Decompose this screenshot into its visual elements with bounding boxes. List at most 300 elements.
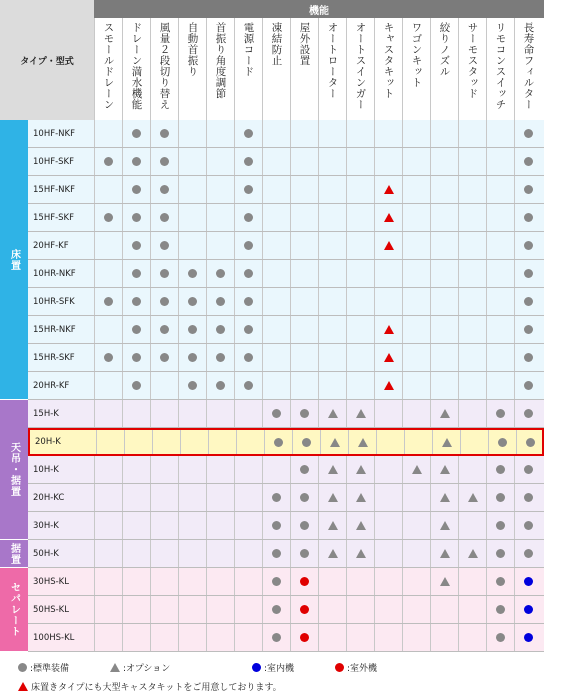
feature-cell (374, 260, 402, 287)
feature-cell (290, 372, 318, 399)
feature-cell (458, 596, 486, 623)
gray-triangle-icon (412, 465, 422, 474)
feature-cell (234, 512, 262, 539)
feature-cell (402, 204, 430, 231)
feature-cell (290, 484, 318, 511)
table-row (28, 288, 544, 316)
feature-cell (320, 430, 348, 454)
feature-cell (290, 260, 318, 287)
type-group-label: セパレート (8, 582, 20, 637)
column-header-label: キャスタキット (382, 22, 395, 99)
feature-cell (486, 512, 514, 539)
gray-dot-icon (244, 129, 253, 138)
feature-cell (486, 540, 514, 567)
feature-cell (430, 288, 458, 315)
gray-triangle-icon (356, 409, 366, 418)
feature-cell (374, 232, 402, 259)
gray-dot-icon (496, 409, 505, 418)
feature-cell (178, 288, 206, 315)
feature-cell (458, 204, 486, 231)
feature-cell (374, 176, 402, 203)
feature-cell (234, 176, 262, 203)
feature-cell (122, 512, 150, 539)
feature-cell (290, 148, 318, 175)
gray-dot-icon (524, 549, 533, 558)
feature-cell (346, 316, 374, 343)
table-row (28, 540, 544, 568)
feature-cell (430, 624, 458, 651)
feature-cell (514, 400, 542, 427)
gray-triangle-icon (468, 493, 478, 502)
feature-cell (486, 344, 514, 371)
column-header-label: 自動首振り (186, 22, 199, 77)
feature-cell (122, 484, 150, 511)
feature-cell (264, 430, 292, 454)
feature-cell (318, 120, 346, 147)
table-row (28, 316, 544, 344)
gray-dot-icon (274, 438, 283, 447)
gray-triangle-icon (330, 438, 340, 447)
feature-cell (374, 484, 402, 511)
feature-cell (514, 484, 542, 511)
feature-cell (430, 176, 458, 203)
feature-cell (234, 372, 262, 399)
gray-dot-icon (496, 493, 505, 502)
feature-cell (318, 232, 346, 259)
feature-cell (178, 372, 206, 399)
feature-cell (234, 148, 262, 175)
feature-cell (150, 344, 178, 371)
table-row (28, 512, 544, 540)
feature-cell (348, 430, 376, 454)
gray-dot-icon (524, 157, 533, 166)
gray-dot-icon (524, 213, 533, 222)
feature-cell (262, 148, 290, 175)
column-header-label: 長寿命フィルター (522, 22, 535, 110)
feature-cell (486, 316, 514, 343)
gray-dot-icon (498, 438, 507, 447)
table-row (28, 624, 544, 652)
feature-cell (262, 484, 290, 511)
feature-cell (206, 484, 234, 511)
feature-cell (486, 484, 514, 511)
gray-dot-icon (524, 269, 533, 278)
model-name: 30HS-KL (33, 576, 69, 587)
type-group-band (0, 540, 28, 568)
feature-cell (514, 540, 542, 567)
feature-cell (150, 176, 178, 203)
feature-cell (318, 568, 346, 595)
feature-cell (514, 596, 542, 623)
gray-dot-icon (272, 605, 281, 614)
feature-cell (514, 316, 542, 343)
feature-cell (94, 120, 122, 147)
gray-dot-icon (244, 241, 253, 250)
feature-cell (376, 430, 404, 454)
gray-dot-icon (244, 381, 253, 390)
feature-cell (94, 344, 122, 371)
feature-cell (318, 204, 346, 231)
feature-cell (430, 120, 458, 147)
legend-option-label: :オプション (123, 664, 171, 674)
feature-cell (178, 624, 206, 651)
gray-triangle-icon (328, 549, 338, 558)
feature-cell (234, 288, 262, 315)
gray-dot-icon (496, 605, 505, 614)
model-name: 15HR-SKF (33, 352, 75, 363)
feature-cell (486, 148, 514, 175)
column-header (318, 18, 346, 120)
feature-cell (94, 512, 122, 539)
gray-dot-icon (272, 577, 281, 586)
feature-cell (96, 430, 124, 454)
legend-indoor-label: :室内機 (264, 664, 295, 674)
feature-cell (206, 148, 234, 175)
feature-cell (122, 344, 150, 371)
blue-dot-icon (252, 663, 261, 672)
feature-cell (290, 176, 318, 203)
feature-cell (178, 120, 206, 147)
feature-cell (318, 344, 346, 371)
feature-cell (94, 232, 122, 259)
gray-triangle-icon (440, 465, 450, 474)
feature-cell (178, 344, 206, 371)
feature-cell (94, 372, 122, 399)
table-row (28, 400, 544, 428)
gray-dot-icon (244, 185, 253, 194)
model-name: 10H-K (33, 464, 59, 475)
feature-cell (318, 484, 346, 511)
column-header (234, 18, 262, 120)
feature-cell (122, 316, 150, 343)
gray-dot-icon (160, 129, 169, 138)
feature-cell (402, 624, 430, 651)
gray-dot-icon (188, 325, 197, 334)
table-row (28, 148, 544, 176)
feature-cell (122, 596, 150, 623)
feature-cell (514, 372, 542, 399)
feature-cell (122, 456, 150, 483)
feature-cell (290, 400, 318, 427)
feature-cell (318, 372, 346, 399)
column-header (402, 18, 430, 120)
feature-cell (402, 288, 430, 315)
feature-cell (234, 204, 262, 231)
feature-cell (234, 484, 262, 511)
feature-cell (206, 372, 234, 399)
feature-cell (346, 568, 374, 595)
feature-cell (374, 372, 402, 399)
feature-cell (458, 400, 486, 427)
gray-dot-icon (132, 269, 141, 278)
feature-cell (262, 204, 290, 231)
column-header (514, 18, 542, 120)
feature-cell (318, 260, 346, 287)
feature-cell (234, 400, 262, 427)
feature-cell (402, 512, 430, 539)
feature-cell (374, 512, 402, 539)
gray-dot-icon (496, 577, 505, 586)
blue-dot-icon (524, 605, 533, 614)
feature-cell (458, 120, 486, 147)
feature-cell (234, 120, 262, 147)
feature-cell (178, 176, 206, 203)
column-header (262, 18, 290, 120)
type-group-band (0, 568, 28, 652)
feature-cell (178, 568, 206, 595)
feature-cell (346, 624, 374, 651)
feature-cell (374, 568, 402, 595)
gray-dot-icon (244, 297, 253, 306)
column-header (290, 18, 318, 120)
feature-cell (206, 288, 234, 315)
feature-cell (430, 456, 458, 483)
feature-cell (292, 430, 320, 454)
type-model-label: タイプ・型式 (20, 56, 74, 67)
gray-triangle-icon (110, 663, 120, 672)
feature-cell (206, 540, 234, 567)
column-header (374, 18, 402, 120)
gray-dot-icon (160, 297, 169, 306)
gray-dot-icon (216, 297, 225, 306)
feature-cell (486, 456, 514, 483)
gray-dot-icon (132, 213, 141, 222)
feature-cell (346, 456, 374, 483)
feature-cell (94, 568, 122, 595)
feature-cell (290, 568, 318, 595)
feature-cell (94, 456, 122, 483)
feature-cell (206, 568, 234, 595)
gray-dot-icon (496, 465, 505, 474)
table-row (28, 260, 544, 288)
gray-dot-icon (132, 185, 141, 194)
feature-cell (206, 316, 234, 343)
gray-dot-icon (188, 353, 197, 362)
feature-cell (430, 372, 458, 399)
column-header (430, 18, 458, 120)
gray-dot-icon (300, 521, 309, 530)
red-triangle-icon (384, 241, 394, 250)
gray-triangle-icon (468, 549, 478, 558)
feature-cell (486, 568, 514, 595)
feature-cell (514, 148, 542, 175)
column-header-label: 電源コード (242, 22, 255, 77)
feature-cell (178, 260, 206, 287)
feature-cell (488, 430, 516, 454)
feature-cell (458, 260, 486, 287)
feature-cell (122, 540, 150, 567)
feature-cell (374, 344, 402, 371)
feature-cell (346, 596, 374, 623)
blue-dot-icon (524, 633, 533, 642)
column-header (178, 18, 206, 120)
feature-cell (122, 624, 150, 651)
column-header-label: オートローター (326, 22, 339, 99)
feature-cell (178, 512, 206, 539)
feature-cell (290, 120, 318, 147)
gray-dot-icon (160, 157, 169, 166)
feature-cell (122, 372, 150, 399)
feature-cell (514, 456, 542, 483)
gray-dot-icon (132, 157, 141, 166)
feature-cell (346, 176, 374, 203)
type-group-label: 天吊・据置 (8, 442, 20, 497)
gray-dot-icon (216, 325, 225, 334)
feature-cell (514, 568, 542, 595)
feature-cell (430, 540, 458, 567)
feature-cell (374, 596, 402, 623)
feature-cell (234, 540, 262, 567)
model-name: 10HR-SFK (33, 296, 75, 307)
feature-cell (150, 148, 178, 175)
gray-triangle-icon (328, 493, 338, 502)
column-header-label: 屋外設置 (298, 22, 311, 66)
feature-cell (458, 568, 486, 595)
feature-cell (122, 288, 150, 315)
feature-cell (178, 316, 206, 343)
gray-dot-icon (104, 353, 113, 362)
feature-cell (514, 260, 542, 287)
feature-cell (234, 344, 262, 371)
feature-cell (94, 260, 122, 287)
gray-dot-icon (524, 465, 533, 474)
gray-triangle-icon (358, 438, 368, 447)
feature-cell (346, 512, 374, 539)
column-header (206, 18, 234, 120)
feature-cell (458, 484, 486, 511)
feature-cell (486, 372, 514, 399)
feature-cell (290, 288, 318, 315)
feature-cell (374, 288, 402, 315)
feature-cell (514, 176, 542, 203)
feature-cell (458, 148, 486, 175)
model-name: 10HF-SKF (33, 156, 75, 167)
feature-cell (206, 120, 234, 147)
feature-cell (458, 176, 486, 203)
feature-cell (206, 624, 234, 651)
feature-cell (178, 148, 206, 175)
feature-cell (150, 484, 178, 511)
feature-cell (402, 456, 430, 483)
feature-cell (346, 288, 374, 315)
feature-cell (374, 316, 402, 343)
feature-cell (430, 260, 458, 287)
feature-cell (402, 232, 430, 259)
feature-cell (150, 540, 178, 567)
feature-cell (486, 232, 514, 259)
feature-cell (262, 260, 290, 287)
legend-indoor (252, 661, 294, 674)
gray-dot-icon (244, 157, 253, 166)
gray-dot-icon (18, 663, 27, 672)
feature-cell (206, 456, 234, 483)
model-name: 15HF-SKF (33, 212, 75, 223)
gray-dot-icon (160, 185, 169, 194)
type-model-header (0, 0, 94, 120)
feature-cell (122, 232, 150, 259)
table-row (28, 456, 544, 484)
feature-cell (486, 120, 514, 147)
feature-cell (150, 512, 178, 539)
gray-dot-icon (244, 269, 253, 278)
gray-dot-icon (216, 353, 225, 362)
feature-cell (486, 288, 514, 315)
feature-cell (318, 596, 346, 623)
gray-dot-icon (300, 549, 309, 558)
column-header-label: リモコンスイッチ (494, 22, 507, 110)
gray-dot-icon (524, 381, 533, 390)
feature-cell (234, 260, 262, 287)
table-row (28, 176, 544, 204)
feature-cell (516, 430, 544, 454)
feature-cell (430, 596, 458, 623)
feature-cell (262, 624, 290, 651)
feature-group-header (94, 0, 544, 18)
gray-dot-icon (132, 381, 141, 390)
gray-dot-icon (132, 297, 141, 306)
feature-cell (206, 232, 234, 259)
blue-dot-icon (524, 577, 533, 586)
feature-cell (290, 316, 318, 343)
feature-cell (94, 288, 122, 315)
feature-cell (122, 148, 150, 175)
column-header-label: ドレーン満水機能 (130, 22, 143, 110)
column-header-label: サーモスタッド (466, 22, 479, 99)
table-row (28, 484, 544, 512)
red-triangle-icon (384, 325, 394, 334)
gray-dot-icon (272, 633, 281, 642)
feature-cell (234, 624, 262, 651)
feature-cell (346, 400, 374, 427)
feature-cell (458, 344, 486, 371)
feature-cell (262, 288, 290, 315)
feature-cell (178, 540, 206, 567)
gray-dot-icon (524, 521, 533, 530)
feature-cell (460, 430, 488, 454)
column-header (94, 18, 122, 120)
column-header (458, 18, 486, 120)
feature-cell (318, 400, 346, 427)
gray-dot-icon (272, 521, 281, 530)
gray-dot-icon (300, 409, 309, 418)
feature-cell (374, 456, 402, 483)
feature-cell (514, 204, 542, 231)
feature-cell (430, 204, 458, 231)
feature-cell (290, 456, 318, 483)
feature-cell (262, 568, 290, 595)
feature-cell (402, 316, 430, 343)
feature-cell (318, 176, 346, 203)
gray-triangle-icon (440, 409, 450, 418)
feature-cell (234, 568, 262, 595)
gray-dot-icon (524, 493, 533, 502)
gray-dot-icon (244, 353, 253, 362)
feature-cell (262, 344, 290, 371)
gray-dot-icon (188, 381, 197, 390)
feature-cell (234, 232, 262, 259)
gray-dot-icon (272, 409, 281, 418)
column-header (122, 18, 150, 120)
feature-cell (514, 232, 542, 259)
column-header (150, 18, 178, 120)
feature-cell (346, 120, 374, 147)
feature-cell (430, 232, 458, 259)
feature-cell (150, 596, 178, 623)
model-name: 50HS-KL (33, 604, 69, 615)
feature-cell (94, 176, 122, 203)
feature-cell (234, 596, 262, 623)
feature-cell (262, 456, 290, 483)
